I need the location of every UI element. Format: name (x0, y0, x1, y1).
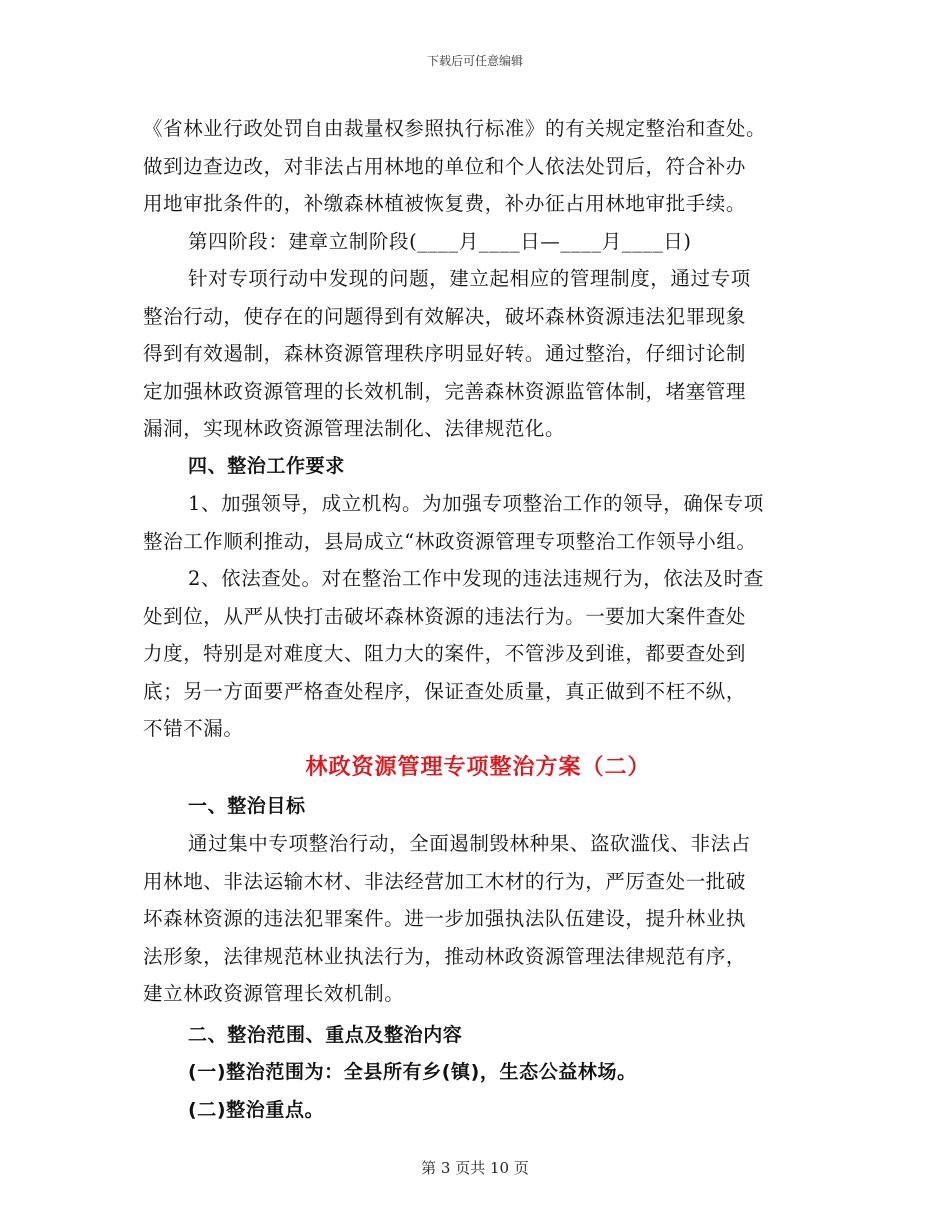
section-heading-goals: 一、整治目标 (188, 794, 306, 817)
paragraph-line: 通过集中专项整治行动，全面遏制毁林种果、盗砍滥伐、非法占 (188, 832, 751, 855)
paragraph-line: 2、依法查处。对在整治工作中发现的违法违规行为，依法及时查 (188, 567, 764, 590)
paragraph-line: 做到边查边改，对非法占用林地的单位和个人依法处罚后，符合补办 (143, 154, 747, 178)
paragraph-line: 力度，特别是对难度大、阻力大的案件，不管涉及到谁，都要查处到 (143, 642, 747, 665)
section-heading-requirements: 四、整治工作要求 (188, 454, 345, 477)
paragraph-line: 用地审批条件的，补缴森林植被恢复费，补办征占用林地审批手续。 (143, 192, 747, 215)
paragraph-line: 整治工作顺利推动，县局成立“林政资源管理专项整治工作领导小组。 (143, 529, 757, 553)
paragraph-line: 法形象，法律规范林业执法行为，推动林政资源管理法律规范有序， (143, 944, 747, 968)
stage-four-heading: 第四阶段：建章立制阶段(____月____日—____月____日) (188, 229, 692, 253)
subsection-focus: (二)整治重点。 (188, 1098, 325, 1121)
document-body (143, 110, 813, 1129)
section-heading-scope: 二、整治范围、重点及整治内容 (188, 1023, 463, 1046)
paragraph-line: 《省林业行政处罚自由裁量权参照执行标准》的有关规定整治和查处。 (143, 117, 767, 140)
document-title-2: 林政资源管理专项整治方案（二） (305, 754, 651, 780)
page-footer: 第 3 页共 10 页 (421, 1159, 529, 1177)
paragraph-line: 建立林政资源管理长效机制。 (143, 982, 405, 1005)
paragraph-line: 1、加强领导，成立机构。为加强专项整治工作的领导，确保专项 (188, 492, 764, 515)
subsection-scope: (一)整治范围为：全县所有乡(镇)，生态公益林场。 (188, 1061, 637, 1083)
paragraph-line: 整治行动，使存在的问题得到有效解决，破坏森林资源违法犯罪现象 (143, 304, 747, 328)
paragraph-line: 处到位，从严从快打击破坏森林资源的违法行为。一要加大案件查处 (143, 604, 747, 628)
paragraph-line: 得到有效遏制，森林资源管理秩序明显好转。通过整治，仔细讨论制 (143, 342, 747, 365)
paragraph-line: 底；另一方面要严格查处程序，保证查处质量，真正做到不枉不纵， (143, 679, 747, 703)
paragraph-line: 不错不漏。 (143, 717, 244, 740)
paragraph-line: 定加强林政资源管理的长效机制，完善森林资源监管体制，堵塞管理 (143, 379, 747, 403)
paragraph-line: 漏洞，实现林政资源管理法制化、法律规范化。 (143, 417, 566, 440)
paragraph-line: 针对专项行动中发现的问题，建立起相应的管理制度，通过专项 (188, 267, 751, 290)
paragraph-line: 坏森林资源的违法犯罪案件。进一步加强执法队伍建设，提升林业执 (143, 907, 747, 930)
paragraph-line: 用林地、非法运输木材、非法经营加工木材的行为，严厉查处一批破 (143, 869, 747, 893)
page-header: 下载后可任意编辑 (426, 54, 523, 68)
